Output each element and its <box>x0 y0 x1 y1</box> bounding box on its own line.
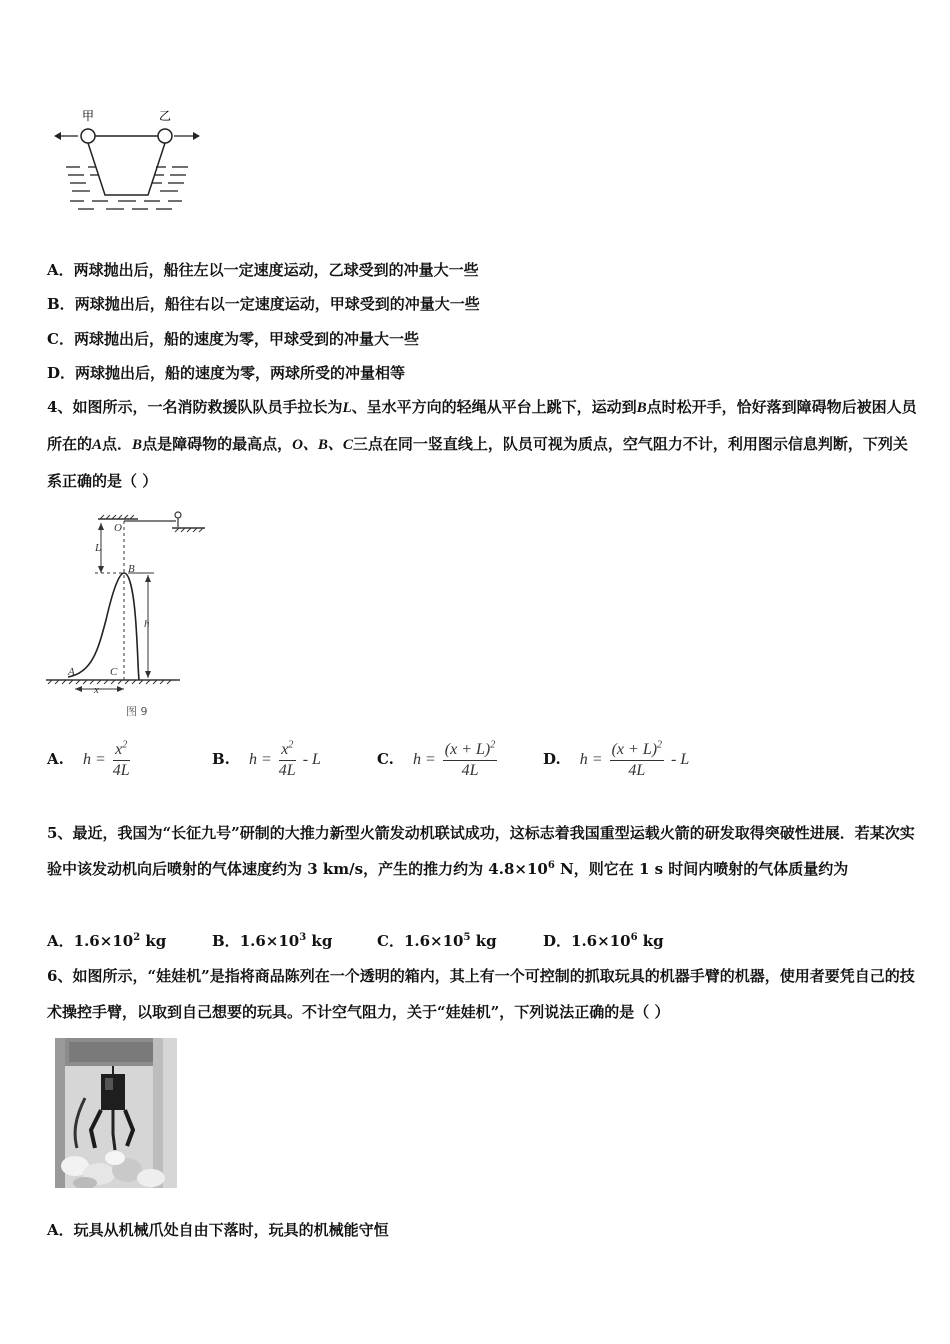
claw-machine-photo <box>55 1038 177 1188</box>
q4-text: 点是障碍物的最高点， <box>142 435 293 453</box>
q3-option-d[interactable] <box>47 363 405 383</box>
exponent: 6 <box>630 932 638 943</box>
q4-number: 4、 <box>47 398 73 416</box>
formula-d <box>579 739 690 779</box>
option-unit: kg <box>637 932 664 950</box>
formula-lhs: h = <box>579 751 603 769</box>
label-O: O <box>114 522 122 534</box>
q6-stem <box>47 958 922 1030</box>
label-jia: 甲 <box>82 109 95 123</box>
label-L: L <box>95 542 102 554</box>
q4-text: 点时松开手，恰好落到障碍物后被困人员所在的 <box>47 398 917 453</box>
figure-caption: 图 9 <box>126 705 148 718</box>
q4-text: 点． <box>102 435 133 453</box>
option-label: A． <box>47 261 74 279</box>
formula-lhs: h = <box>413 751 436 769</box>
exponent: 2 <box>122 739 128 751</box>
option-label: A. <box>47 750 64 769</box>
numerator: (x + L) <box>444 741 491 758</box>
obstacle-figure <box>40 505 220 720</box>
option-value: 1.6×10 <box>571 932 631 950</box>
exponent: 2 <box>490 739 496 751</box>
option-unit: kg <box>470 932 497 950</box>
q4-option-a[interactable] <box>47 740 133 781</box>
label-A: A <box>68 666 75 678</box>
q4-option-c[interactable] <box>377 740 500 781</box>
option-text: 玩具从机械爪处自由下落时，玩具的机械能守恒 <box>73 1221 389 1239</box>
q5-number: 5、 <box>47 824 73 842</box>
q3-option-a[interactable] <box>47 260 479 280</box>
fraction <box>113 740 130 781</box>
denominator: 4L <box>278 762 296 779</box>
formula-lhs: h = <box>82 751 106 769</box>
formula-b <box>249 739 321 779</box>
option-label: D． <box>47 364 76 382</box>
label-yi: 乙 <box>159 109 172 123</box>
option-label: C． <box>47 330 74 348</box>
q5-text: 最近，我国为“长征九号”研制的大推力新型火箭发动机联试成功，这标志着我国重型运载火箭的研发取得突破性进展．若某次实验中该发动机向后喷射的气体速度约为 3 km/s，产生的推力约为 4.8×10 <box>47 824 915 878</box>
formula-lhs: h = <box>249 751 272 769</box>
formula-tail: - L <box>302 751 321 769</box>
option-label: C． <box>377 932 404 950</box>
q4-option-b[interactable] <box>212 740 321 781</box>
q3-option-c[interactable] <box>47 329 419 349</box>
option-label: B. <box>212 750 230 769</box>
formula-c <box>413 739 500 779</box>
var-B: B <box>132 437 143 453</box>
label-C: C <box>110 666 118 678</box>
option-text: 两球抛出后，船的速度为零，两球所受的冲量相等 <box>75 364 406 382</box>
numerator: (x + L) <box>611 741 658 758</box>
option-text: 两球抛出后，船的速度为零，甲球受到的冲量大一些 <box>73 330 419 348</box>
var-A: A <box>92 437 103 453</box>
exponent: 5 <box>463 932 471 943</box>
formula-a <box>82 739 133 779</box>
option-text: 两球抛出后，船往左以一定速度运动，乙球受到的冲量大一些 <box>73 261 479 279</box>
numerator: x <box>281 741 289 758</box>
var-B: B <box>636 400 647 416</box>
q5-option-c[interactable] <box>377 931 497 951</box>
var-L: L <box>342 400 352 416</box>
label-B: B <box>128 563 135 575</box>
option-unit: kg <box>140 932 167 950</box>
option-label: A． <box>47 932 74 950</box>
fraction <box>443 740 497 781</box>
option-value: 1.6×10 <box>239 932 300 950</box>
q6-text: 如图所示，“娃娃机”是指将商品陈列在一个透明的箱内，其上有一个可控制的抓取玩具的机器手臂的机器，使用者要凭自己的技术操控手臂，以取到自己想要的玩具。不计空气阻力，关于“娃娃机”，下列说法正确的是（ ） <box>47 967 915 1021</box>
q3-option-b[interactable] <box>47 294 480 314</box>
boat-figure <box>48 105 208 220</box>
q6-number: 6、 <box>47 967 73 985</box>
option-text: 两球抛出后，船往右以一定速度运动，甲球受到的冲量大一些 <box>74 295 480 313</box>
option-value: 1.6×10 <box>73 932 134 950</box>
q4-option-d[interactable] <box>543 740 689 781</box>
label-h: h <box>144 618 150 630</box>
q5-stem <box>47 815 922 887</box>
option-label: A． <box>47 1221 74 1239</box>
q5-option-b[interactable] <box>212 931 332 951</box>
label-x: x <box>94 684 99 696</box>
var-OBC: O、B、C <box>292 437 353 453</box>
q5-option-a[interactable] <box>47 931 166 951</box>
q5-option-d[interactable] <box>543 931 664 951</box>
option-label: B． <box>47 295 75 313</box>
formula-tail: - L <box>671 751 690 769</box>
exponent: 6 <box>547 860 555 871</box>
q4-text: 三点在同一竖直线上，队员可视为质点，空气阻力不计，利用图示信息判断，下列关系正确的是（ ） <box>47 435 908 490</box>
fraction <box>279 740 296 781</box>
option-label: D. <box>543 750 561 769</box>
option-value: 1.6×10 <box>403 932 464 950</box>
fraction <box>610 740 664 781</box>
option-label: D． <box>543 932 572 950</box>
q4-text: 、呈水平方向的轻绳从平台上跳下，运动到 <box>351 398 637 416</box>
exponent: 2 <box>133 932 141 943</box>
q6-option-a[interactable] <box>47 1220 389 1240</box>
denominator: 4L <box>628 762 646 779</box>
denominator: 4L <box>112 762 130 779</box>
exponent: 2 <box>288 739 294 751</box>
option-label: B． <box>212 932 240 950</box>
q4-text: 如图所示，一名消防救援队队员手拉长为 <box>72 398 343 416</box>
numerator: x <box>115 741 123 758</box>
exponent: 3 <box>299 932 307 943</box>
option-label: C. <box>377 750 394 769</box>
q4-stem <box>47 389 922 499</box>
exponent: 2 <box>657 739 663 751</box>
option-unit: kg <box>306 932 333 950</box>
q5-text: N，则它在 1 s 时间内喷射的气体质量约为 <box>554 860 849 878</box>
denominator: 4L <box>461 762 479 779</box>
